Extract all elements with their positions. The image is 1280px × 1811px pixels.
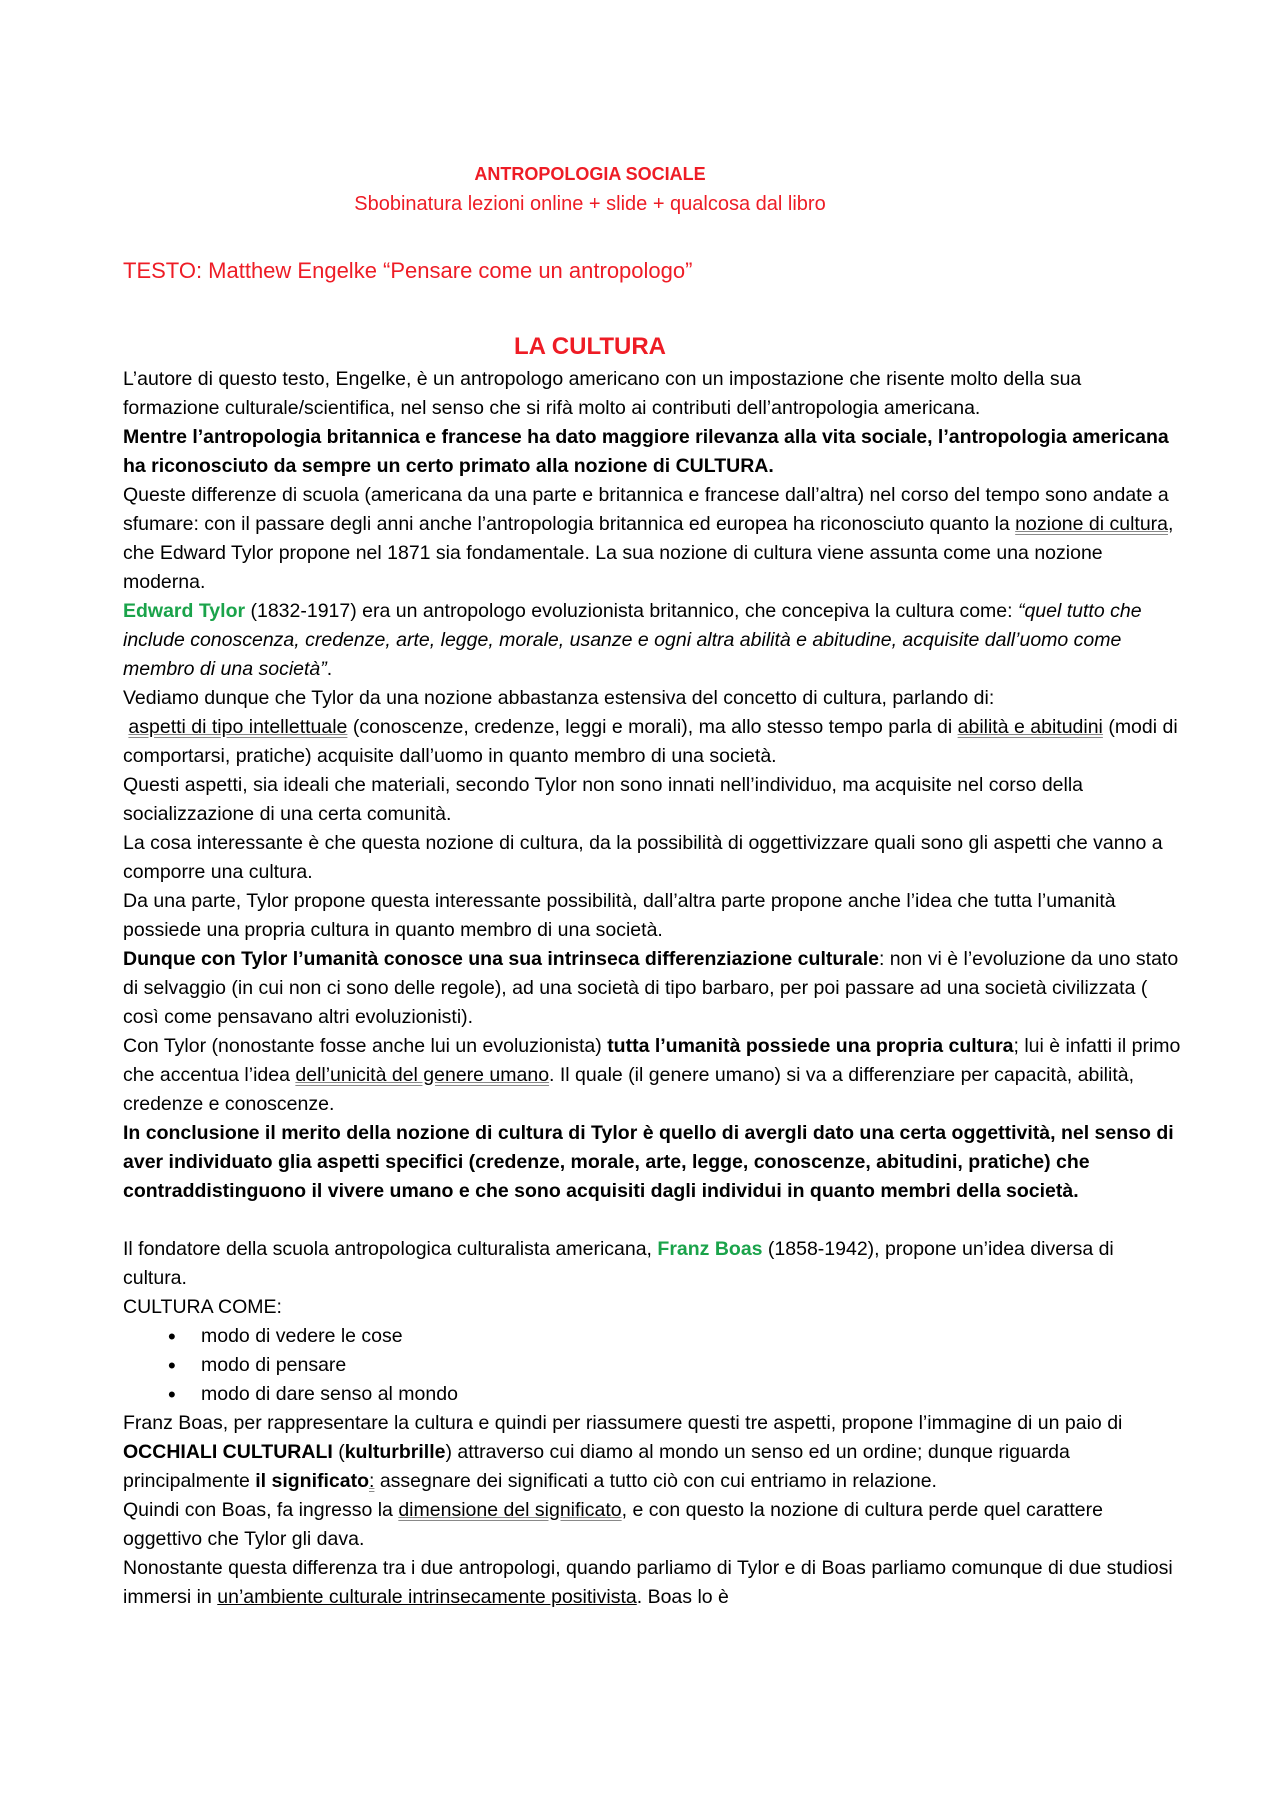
paragraph: Con Tylor (nonostante fosse anche lui un evoluzionista) tutta l’umanità possiede una propria cultura; lui è infatti il primo che accentua l’idea dell’unicità del genere umano. Il quale (il genere umano) si va a differenziare per capacità, abilità, credenze e conoscenze. xyxy=(123,1035,1181,1115)
paragraph: Nonostante questa differenza tra i due antropologi, quando parliamo di Tylor e di Boas parliamo comunque di due studiosi immersi in un’ambiente culturale intrinsecamente positivista. Boas lo è xyxy=(123,1557,1173,1608)
body-text xyxy=(123,365,1183,1612)
paragraph: Quindi con Boas, fa ingresso la dimensione del significato, e con questo la nozione di cultura perde quel carattere oggettivo che Tylor gli dava. xyxy=(123,1499,1103,1550)
underlined-term: un’ambiente culturale intrinsecamente positivista xyxy=(217,1586,637,1608)
paragraph: Edward Tylor (1832-1917) era un antropologo evoluzionista britannico, che concepiva la cultura come: “quel tutto che include conoscenza, credenze, arte, legge, morale, usanze e ogni altra abilità e abitudine, acquisite dall’uomo come membro di una società”. xyxy=(123,600,1142,680)
underlined-term: nozione di cultura xyxy=(1015,513,1169,535)
person-name: Edward Tylor xyxy=(123,600,246,622)
underlined-term: abilità e abitudini xyxy=(957,716,1103,738)
paragraph-bold: Mentre l’antropologia britannica e francese ha dato maggiore rilevanza alla vita sociale, l’antropologia americana ha riconosciuto da sempre un certo primato alla nozione di CULTURA. xyxy=(123,426,1169,477)
document-title: ANTROPOLOGIA SOCIALE xyxy=(474,164,706,184)
paragraph: Questi aspetti, sia ideali che materiali, secondo Tylor non sono innati nell’individuo, ma acquisite nel corso della socializzazione di una certa comunità. xyxy=(123,774,1084,825)
list-item: • modo di vedere le cose xyxy=(168,1322,1183,1351)
bullet-list xyxy=(123,1322,1183,1409)
reference-text: TESTO: Matthew Engelke “Pensare come un antropologo” xyxy=(123,258,693,283)
document-subtitle: Sbobinatura lezioni online + slide + qualcosa dal libro xyxy=(354,193,826,215)
person-name: Franz Boas xyxy=(657,1238,763,1260)
underlined-term: dimensione del significato xyxy=(398,1499,622,1521)
quote: “quel tutto che include conoscenza, credenze, arte, legge, morale, usanze e ogni altra abilità e abitudine, acquisite dall’uomo come membro di una società” xyxy=(123,600,1142,680)
blank-line xyxy=(123,1206,1183,1235)
paragraph: Il fondatore della scuola antropologica culturalista americana, Franz Boas (1858-1942), propone un’idea diversa di cultura. xyxy=(123,1238,1114,1289)
paragraph-bold: In conclusione il merito della nozione di cultura di Tylor è quello di avergli dato una certa oggettività, nel senso di aver individuato glia aspetti specifici (credenze, morale, arte, legge, conoscenze, abitudini, pratiche) che contraddistinguono il vivere umano e che sono acquisiti dagli individui in quanto membri della società. xyxy=(123,1122,1174,1202)
paragraph: Franz Boas, per rappresentare la cultura e quindi per riassumere questi tre aspetti, propone l’immagine di un paio di OCCHIALI CULTURALI (kulturbrille) attraverso cui diamo al mondo un senso ed un ordine; dunque riguarda principalmente il significato: assegnare dei significati a tutto ciò con cui entriamo in relazione. xyxy=(123,1412,1123,1492)
paragraph: Queste differenze di scuola (americana da una parte e britannica e francese dall’altra) nel corso del tempo sono andate a sfumare: con il passare degli anni anche l’antropologia britannica ed europea ha riconosciuto quanto la nozione di cultura, che Edward Tylor propone nel 1871 sia fondamentale. La sua nozione di cultura viene assunta come una nozione moderna. xyxy=(123,484,1174,593)
list-heading: CULTURA COME: xyxy=(123,1296,282,1318)
underlined-term: aspetti di tipo intellettuale xyxy=(128,716,348,738)
paragraph: Da una parte, Tylor propone questa interessante possibilità, dall’altra parte propone anche l’idea che tutta l’umanità possiede una propria cultura in quanto membro di una società. xyxy=(123,890,1116,941)
paragraph: Dunque con Tylor l’umanità conosce una sua intrinseca differenziazione culturale: non vi è l’evoluzione da uno stato di selvaggio (in cui non ci sono delle regole), ad una società di tipo barbaro, per poi passare ad una società civilizzata ( così come pensavano altri evoluzionisti). xyxy=(123,948,1179,1028)
section-title: LA CULTURA xyxy=(514,333,666,360)
list-item: • modo di pensare xyxy=(168,1351,1183,1380)
underlined-term: dell’unicità del genere umano xyxy=(295,1064,550,1086)
paragraph: L’autore di questo testo, Engelke, è un antropologo americano con un impostazione che risente molto della sua formazione culturale/scientifica, nel senso che si rifà molto ai contributi dell’antropologia americana. xyxy=(123,368,1082,419)
list-item: • modo di dare senso al mondo xyxy=(168,1380,1183,1409)
paragraph: La cosa interessante è che questa nozione di cultura, da la possibilità di oggettivizzare quali sono gli aspetti che vanno a comporre una cultura. xyxy=(123,832,1163,883)
header xyxy=(0,160,1180,220)
paragraph: Vediamo dunque che Tylor da una nozione abbastanza estensiva del concetto di cultura, parlando di: aspetti di tipo intellettuale (conoscenze, credenze, leggi e morali), ma allo stesso tempo parla di abilità e abitudini (modi di comportarsi, pratiche) acquisite dall’uomo in quanto membro di una società. xyxy=(123,687,1178,767)
